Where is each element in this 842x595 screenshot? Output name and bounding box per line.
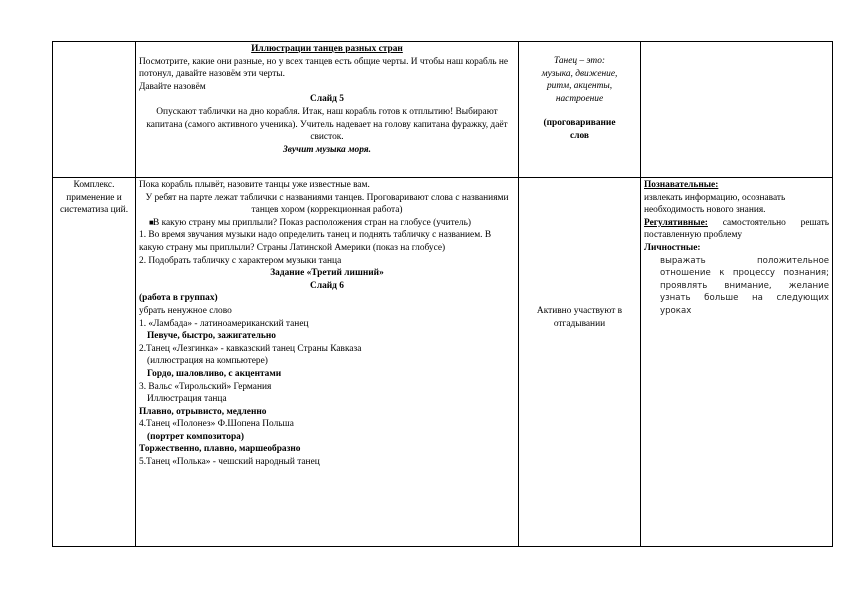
stage-cell — [53, 42, 136, 178]
paragraph: Опускают таблички на дно корабля. Итак, наш корабль готов к отплытию! Выбирают капитана (самого активного ученика). Учитель надевает на голову капитана фуражку, даёт свисток. — [146, 106, 508, 143]
paragraph: Давайте назовём — [139, 81, 206, 92]
dance-note: (иллюстрация на компьютере) — [147, 356, 268, 367]
work-mode: (работа в группах) — [139, 293, 218, 304]
dance-character: Торжественно, плавно, маршеобразно — [139, 444, 301, 455]
dance-item: 3. Вальс «Тирольский» Германия — [139, 381, 272, 392]
paragraph: Посмотрите, какие они разные, но у всех танцев есть общие черты. И чтобы наш корабль не потонул, давайте назовём эти черты. — [139, 56, 509, 80]
definition-line: Танец – это: — [553, 56, 606, 66]
uud-cell — [641, 42, 833, 178]
task-title: Задание «Третий лишний» — [270, 268, 384, 279]
slide-label: Слайд 6 — [310, 280, 344, 291]
music-note: Звучит музыка моря. — [283, 144, 371, 155]
uud-heading: Личностные: — [644, 242, 701, 253]
uud-text: извлекать информацию, осознавать необходимость нового знания. — [644, 192, 786, 216]
definition-line: слов — [570, 130, 589, 141]
dance-note: (портрет композитора) — [147, 431, 244, 442]
uud-item — [644, 217, 829, 242]
paragraph: У ребят на парте лежат таблички с названиями танцев. Проговаривают слова с названиями танцев хором (коррекционная работа) — [145, 192, 509, 216]
uud-text: самостоятельно решать поставленную проблему — [644, 217, 829, 241]
table-row — [53, 42, 833, 178]
uud-heading: Регулятивные: — [644, 217, 708, 228]
stage-label: Комплекс. применение и систематиза ций. — [59, 180, 129, 216]
bullet-item — [139, 217, 515, 230]
student-activity-text: Активно участвуют в отгадывании — [536, 306, 623, 329]
slide-label: Слайд 5 — [310, 94, 344, 105]
teacher-activity-cell — [136, 42, 519, 178]
dance-item: 5.Танец «Полька» - чешский народный танец — [139, 457, 320, 468]
dance-character: Гордо, шаловливо, с акцентами — [147, 368, 282, 379]
definition-line: (проговаривание — [543, 118, 616, 129]
stage-cell — [53, 178, 136, 547]
student-activity-cell — [519, 42, 641, 178]
teacher-activity-cell — [136, 178, 519, 547]
dance-item: 4.Танец «Полонез» Ф.Шопена Польша — [139, 419, 294, 430]
lesson-plan-table — [52, 41, 833, 547]
dance-item: 2.Танец «Лезгинка» - кавказский танец Страны Кавказа — [139, 343, 362, 354]
uud-heading: Познавательные: — [644, 180, 719, 190]
dance-note: Иллюстрация танца — [147, 394, 227, 405]
paragraph: Пока корабль плывёт, назовите танцы уже известные вам. — [139, 180, 370, 190]
dance-character: Плавно, отрывисто, медленно — [139, 406, 267, 417]
dance-character: Певуче, быстро, зажигательно — [147, 331, 276, 342]
definition-line: музыка, движение, — [541, 68, 618, 79]
dance-item: 1. «Ламбада» - латиноамериканский танец — [139, 318, 309, 329]
bullet-text: В какую страну мы приплыли? Показ расположения стран на глобусе (учитель) — [153, 217, 471, 228]
definition-line: настроение — [555, 93, 604, 104]
uud-text: выражать положительное отношение к процессу познания; проявлять внимание, желание узнать больше на следующих уроках — [660, 255, 829, 316]
bullet-icon: ■ — [149, 217, 154, 227]
section-title: Иллюстрации танцев разных стран — [251, 44, 403, 54]
definition-line: ритм, акценты, — [546, 81, 613, 92]
student-activity-cell — [519, 178, 641, 547]
paragraph: 1. Во время звучания музыки надо определить танец и поднять табличку с названием. В какую страну мы приплыли? Страны Латинской Америки (показ на глобусе) — [139, 230, 492, 253]
paragraph: 2. Подобрать табличку с характером музыки танца — [139, 255, 342, 266]
table-row — [53, 178, 833, 547]
uud-cell — [641, 178, 833, 547]
instruction: убрать ненужное слово — [139, 305, 232, 316]
